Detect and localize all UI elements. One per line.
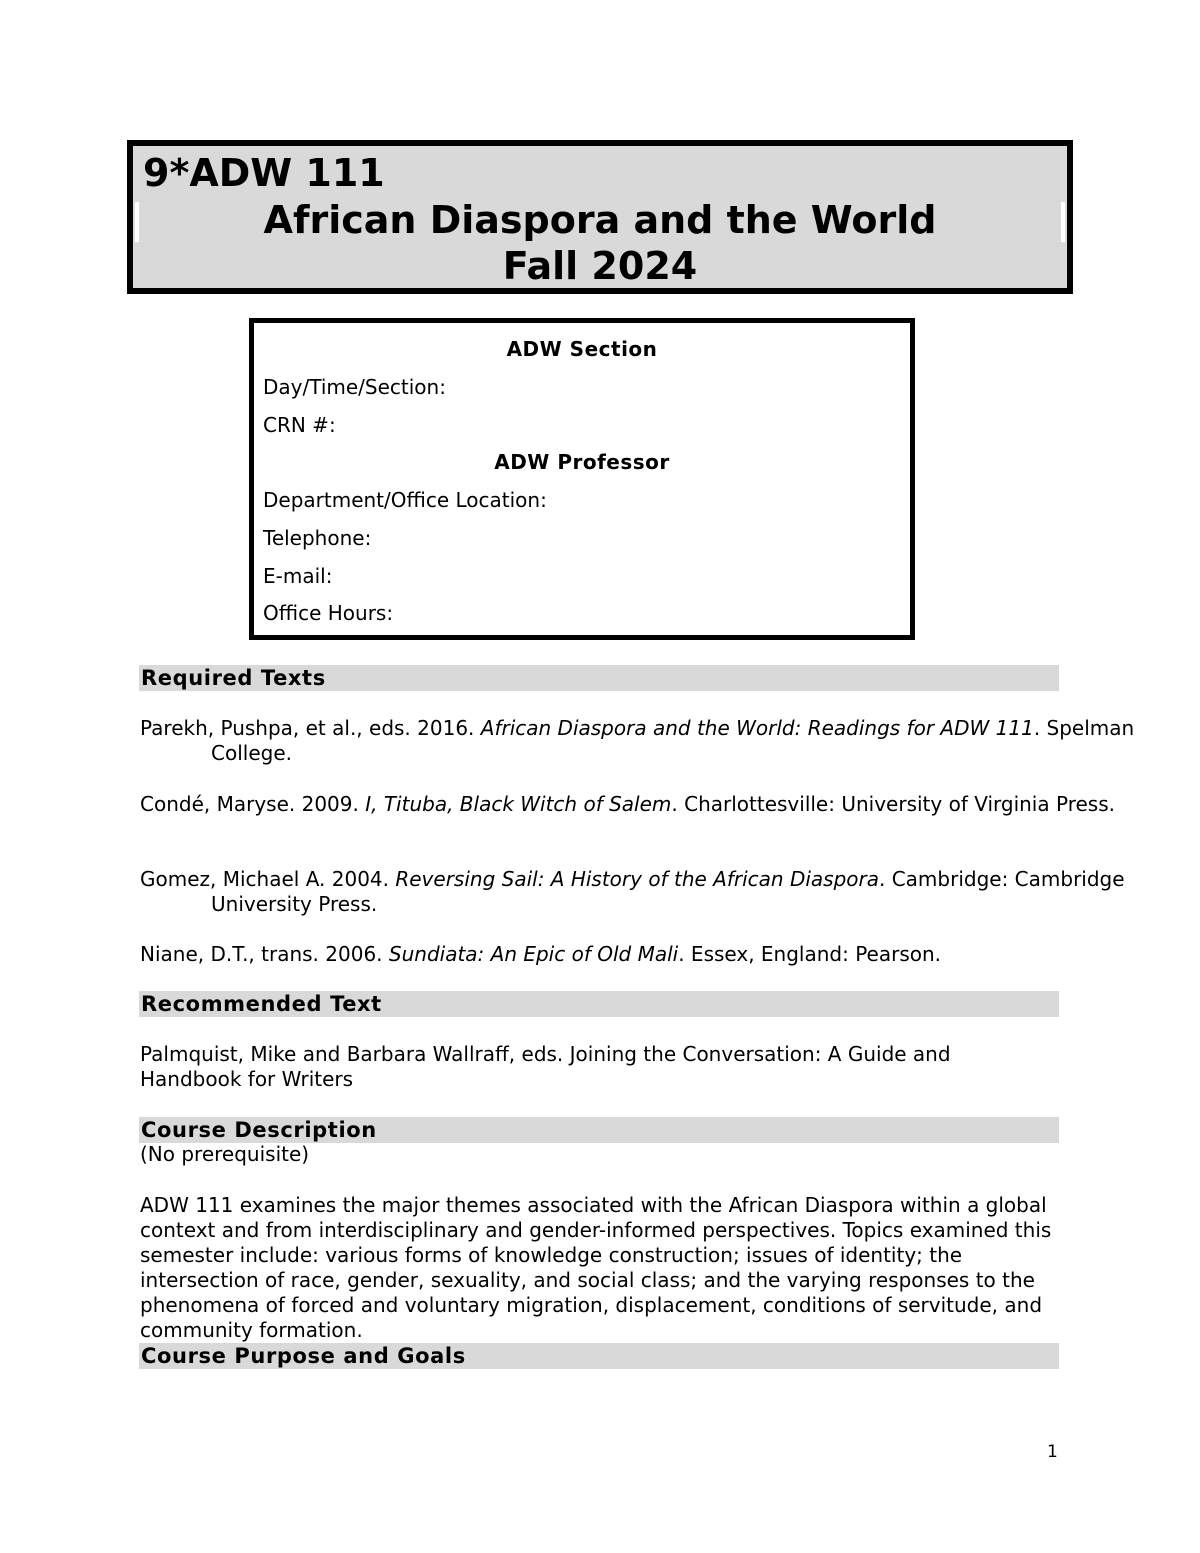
- day-time-label: Day/Time/Section:: [263, 375, 446, 399]
- required-text-item: Niane, D.T., trans. 2006. Sundiata: An Epic of Old Mali. Essex, England: Pearson.: [140, 942, 942, 966]
- course-description-heading: Course Description: [139, 1117, 1059, 1143]
- course-term: Fall 2024: [502, 244, 698, 288]
- course-description-body: ADW 111 examines the major themes associated with the African Diaspora within a global context and from interdisciplinary and gender-informed perspectives. Topics examined this semester include: various forms of knowledge construction; issues of identity; the intersection of race, gender, sexuality, and social class; and the varying responses to the phenomena of forced and voluntary migration, displacement, conditions of servitude, and community formation.: [140, 1193, 1052, 1342]
- required-text-item: Condé, Maryse. 2009. I, Tituba, Black Witch of Salem. Charlottesville: University of Virginia Press.: [140, 792, 1115, 816]
- section-heading: ADW Section: [506, 337, 658, 361]
- course-title: African Diaspora and the World: [263, 198, 937, 242]
- course-purpose-heading: Course Purpose and Goals: [139, 1343, 1059, 1369]
- telephone-label: Telephone:: [263, 526, 372, 550]
- email-label: E-mail:: [263, 564, 333, 588]
- department-label: Department/Office Location:: [263, 488, 547, 512]
- required-text-item: Parekh, Pushpa, et al., eds. 2016. African Diaspora and the World: Readings for ADW 111. Spelman College.: [140, 716, 1135, 765]
- page-number: 1: [1047, 1442, 1058, 1462]
- course-title-box: [127, 140, 1073, 294]
- professor-heading: ADW Professor: [494, 450, 670, 474]
- prerequisite-note: (No prerequisite): [140, 1142, 310, 1166]
- recommended-text-item: Palmquist, Mike and Barbara Wallraff, eds. Joining the Conversation: A Guide and Handbook for Writers: [140, 1042, 951, 1091]
- section-info-box: [249, 318, 915, 640]
- required-text-item: Gomez, Michael A. 2004. Reversing Sail: A History of the African Diaspora. Cambridge: Cambridge University Press.: [140, 867, 1125, 916]
- crn-label: CRN #:: [263, 413, 336, 437]
- course-code: 9*ADW 111: [143, 151, 385, 195]
- recommended-text-heading: Recommended Text: [139, 991, 1059, 1017]
- required-texts-heading: Required Texts: [139, 665, 1059, 691]
- office-hours-label: Office Hours:: [263, 601, 394, 625]
